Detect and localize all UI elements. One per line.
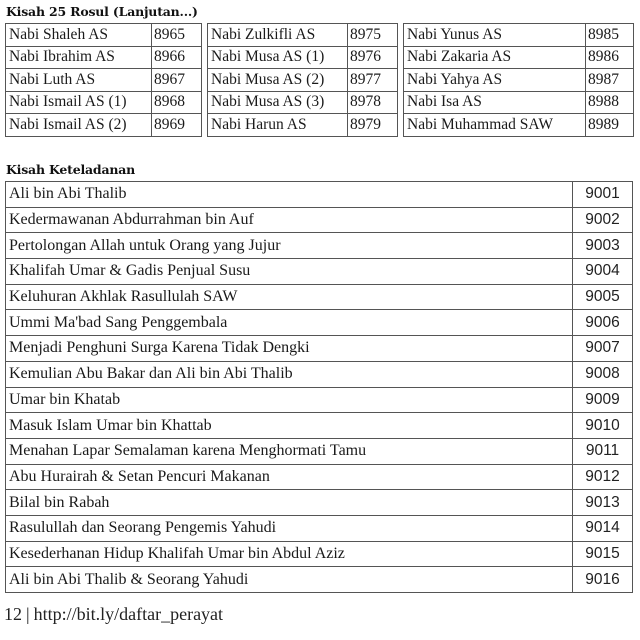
story-title: Kedermawanan Abdurrahman bin Auf [6,207,573,233]
table-row [6,413,633,439]
story-code: 9006 [573,310,633,336]
prophet-code: 8986 [586,46,634,69]
story-title: Pertolongan Allah untuk Orang yang Jujur [6,233,573,259]
prophet-code: 8966 [152,46,202,69]
prophet-code: 8987 [586,69,634,92]
table-row [6,336,633,362]
story-code: 9005 [573,284,633,310]
prophet-code: 8975 [348,24,398,47]
story-title: Kemulian Abu Bakar dan Ali bin Abi Thalib [6,361,573,387]
keteladanan-table [5,181,633,593]
story-title: Ali bin Abi Thalib & Seorang Yahudi [6,567,573,593]
story-code: 9015 [573,541,633,567]
prophet-code: 8976 [348,46,398,69]
prophet-name: Nabi Isa AS [404,91,586,114]
table-row [6,46,202,69]
table-row [6,233,633,259]
prophet-name: Nabi Zakaria AS [404,46,586,69]
prophet-code: 8985 [586,24,634,47]
table-row [6,91,202,114]
story-code: 9012 [573,464,633,490]
story-code: 9007 [573,336,633,362]
prophet-name: Nabi Musa AS (1) [208,46,348,69]
story-title: Menahan Lapar Semalaman karena Menghormati Tamu [6,438,573,464]
table-row [6,515,633,541]
prophet-name: Nabi Musa AS (3) [208,91,348,114]
prophet-code: 8979 [348,114,398,137]
story-title: Masuk Islam Umar bin Khattab [6,413,573,439]
prophet-name: Nabi Muhammad SAW [404,114,586,137]
table-row [404,46,634,69]
rosul-table-3 [403,23,634,137]
story-code: 9011 [573,438,633,464]
story-code: 9014 [573,515,633,541]
story-code: 9001 [573,182,633,208]
page-footer [4,604,223,625]
story-code: 9010 [573,413,633,439]
table-row [6,567,633,593]
table-row [6,207,633,233]
rosul-table-1 [5,23,202,137]
prophet-name: Nabi Luth AS [6,69,152,92]
prophet-name: Nabi Harun AS [208,114,348,137]
table-row [6,541,633,567]
page-number: 12 [4,604,22,624]
table-row [208,24,398,47]
story-title: Kesederhanan Hidup Khalifah Umar bin Abdul Aziz [6,541,573,567]
prophet-name: Nabi Zulkifli AS [208,24,348,47]
prophet-code: 8988 [586,91,634,114]
table-row [6,114,202,137]
prophet-code: 8965 [152,24,202,47]
table-row [404,24,634,47]
prophet-code: 8977 [348,69,398,92]
prophet-code: 8968 [152,91,202,114]
story-title: Rasulullah dan Seorang Pengemis Yahudi [6,515,573,541]
story-code: 9003 [573,233,633,259]
story-title: Khalifah Umar & Gadis Penjual Susu [6,259,573,285]
prophet-name: Nabi Shaleh AS [6,24,152,47]
story-code: 9008 [573,361,633,387]
story-title: Keluhuran Akhlak Rasullulah SAW [6,284,573,310]
table-row [6,310,633,336]
prophet-code: 8967 [152,69,202,92]
table-row [6,464,633,490]
table-row [404,114,634,137]
prophet-code: 8969 [152,114,202,137]
keteladanan-section-heading: Kisah Keteladanan [6,162,136,177]
story-title: Bilal bin Rabah [6,490,573,516]
story-code: 9002 [573,207,633,233]
story-code: 9016 [573,567,633,593]
table-row [6,387,633,413]
prophet-name: Nabi Ismail AS (1) [6,91,152,114]
table-row [208,91,398,114]
story-title: Ummi Ma'bad Sang Penggembala [6,310,573,336]
table-row [6,69,202,92]
rosul-section-heading: Kisah 25 Rosul (Lanjutan...) [6,4,198,19]
table-row [6,284,633,310]
prophet-name: Nabi Yahya AS [404,69,586,92]
table-row [208,46,398,69]
story-title: Ali bin Abi Thalib [6,182,573,208]
story-title: Umar bin Khatab [6,387,573,413]
table-row [6,490,633,516]
table-row [404,69,634,92]
prophet-name: Nabi Yunus AS [404,24,586,47]
story-code: 9013 [573,490,633,516]
table-row [6,361,633,387]
table-row [208,114,398,137]
prophet-name: Nabi Musa AS (2) [208,69,348,92]
prophet-code: 8989 [586,114,634,137]
prophet-name: Nabi Ismail AS (2) [6,114,152,137]
prophet-name: Nabi Ibrahim AS [6,46,152,69]
footer-link[interactable]: http://bit.ly/daftar_perayat [33,604,224,624]
rosul-table-2 [207,23,398,137]
story-code: 9009 [573,387,633,413]
table-row [6,24,202,47]
table-row [6,259,633,285]
story-title: Menjadi Penghuni Surga Karena Tidak Dengki [6,336,573,362]
table-row [208,69,398,92]
story-code: 9004 [573,259,633,285]
prophet-code: 8978 [348,91,398,114]
table-row [6,438,633,464]
story-title: Abu Hurairah & Setan Pencuri Makanan [6,464,573,490]
table-row [6,182,633,208]
table-row [404,91,634,114]
footer-separator: | [26,604,30,624]
